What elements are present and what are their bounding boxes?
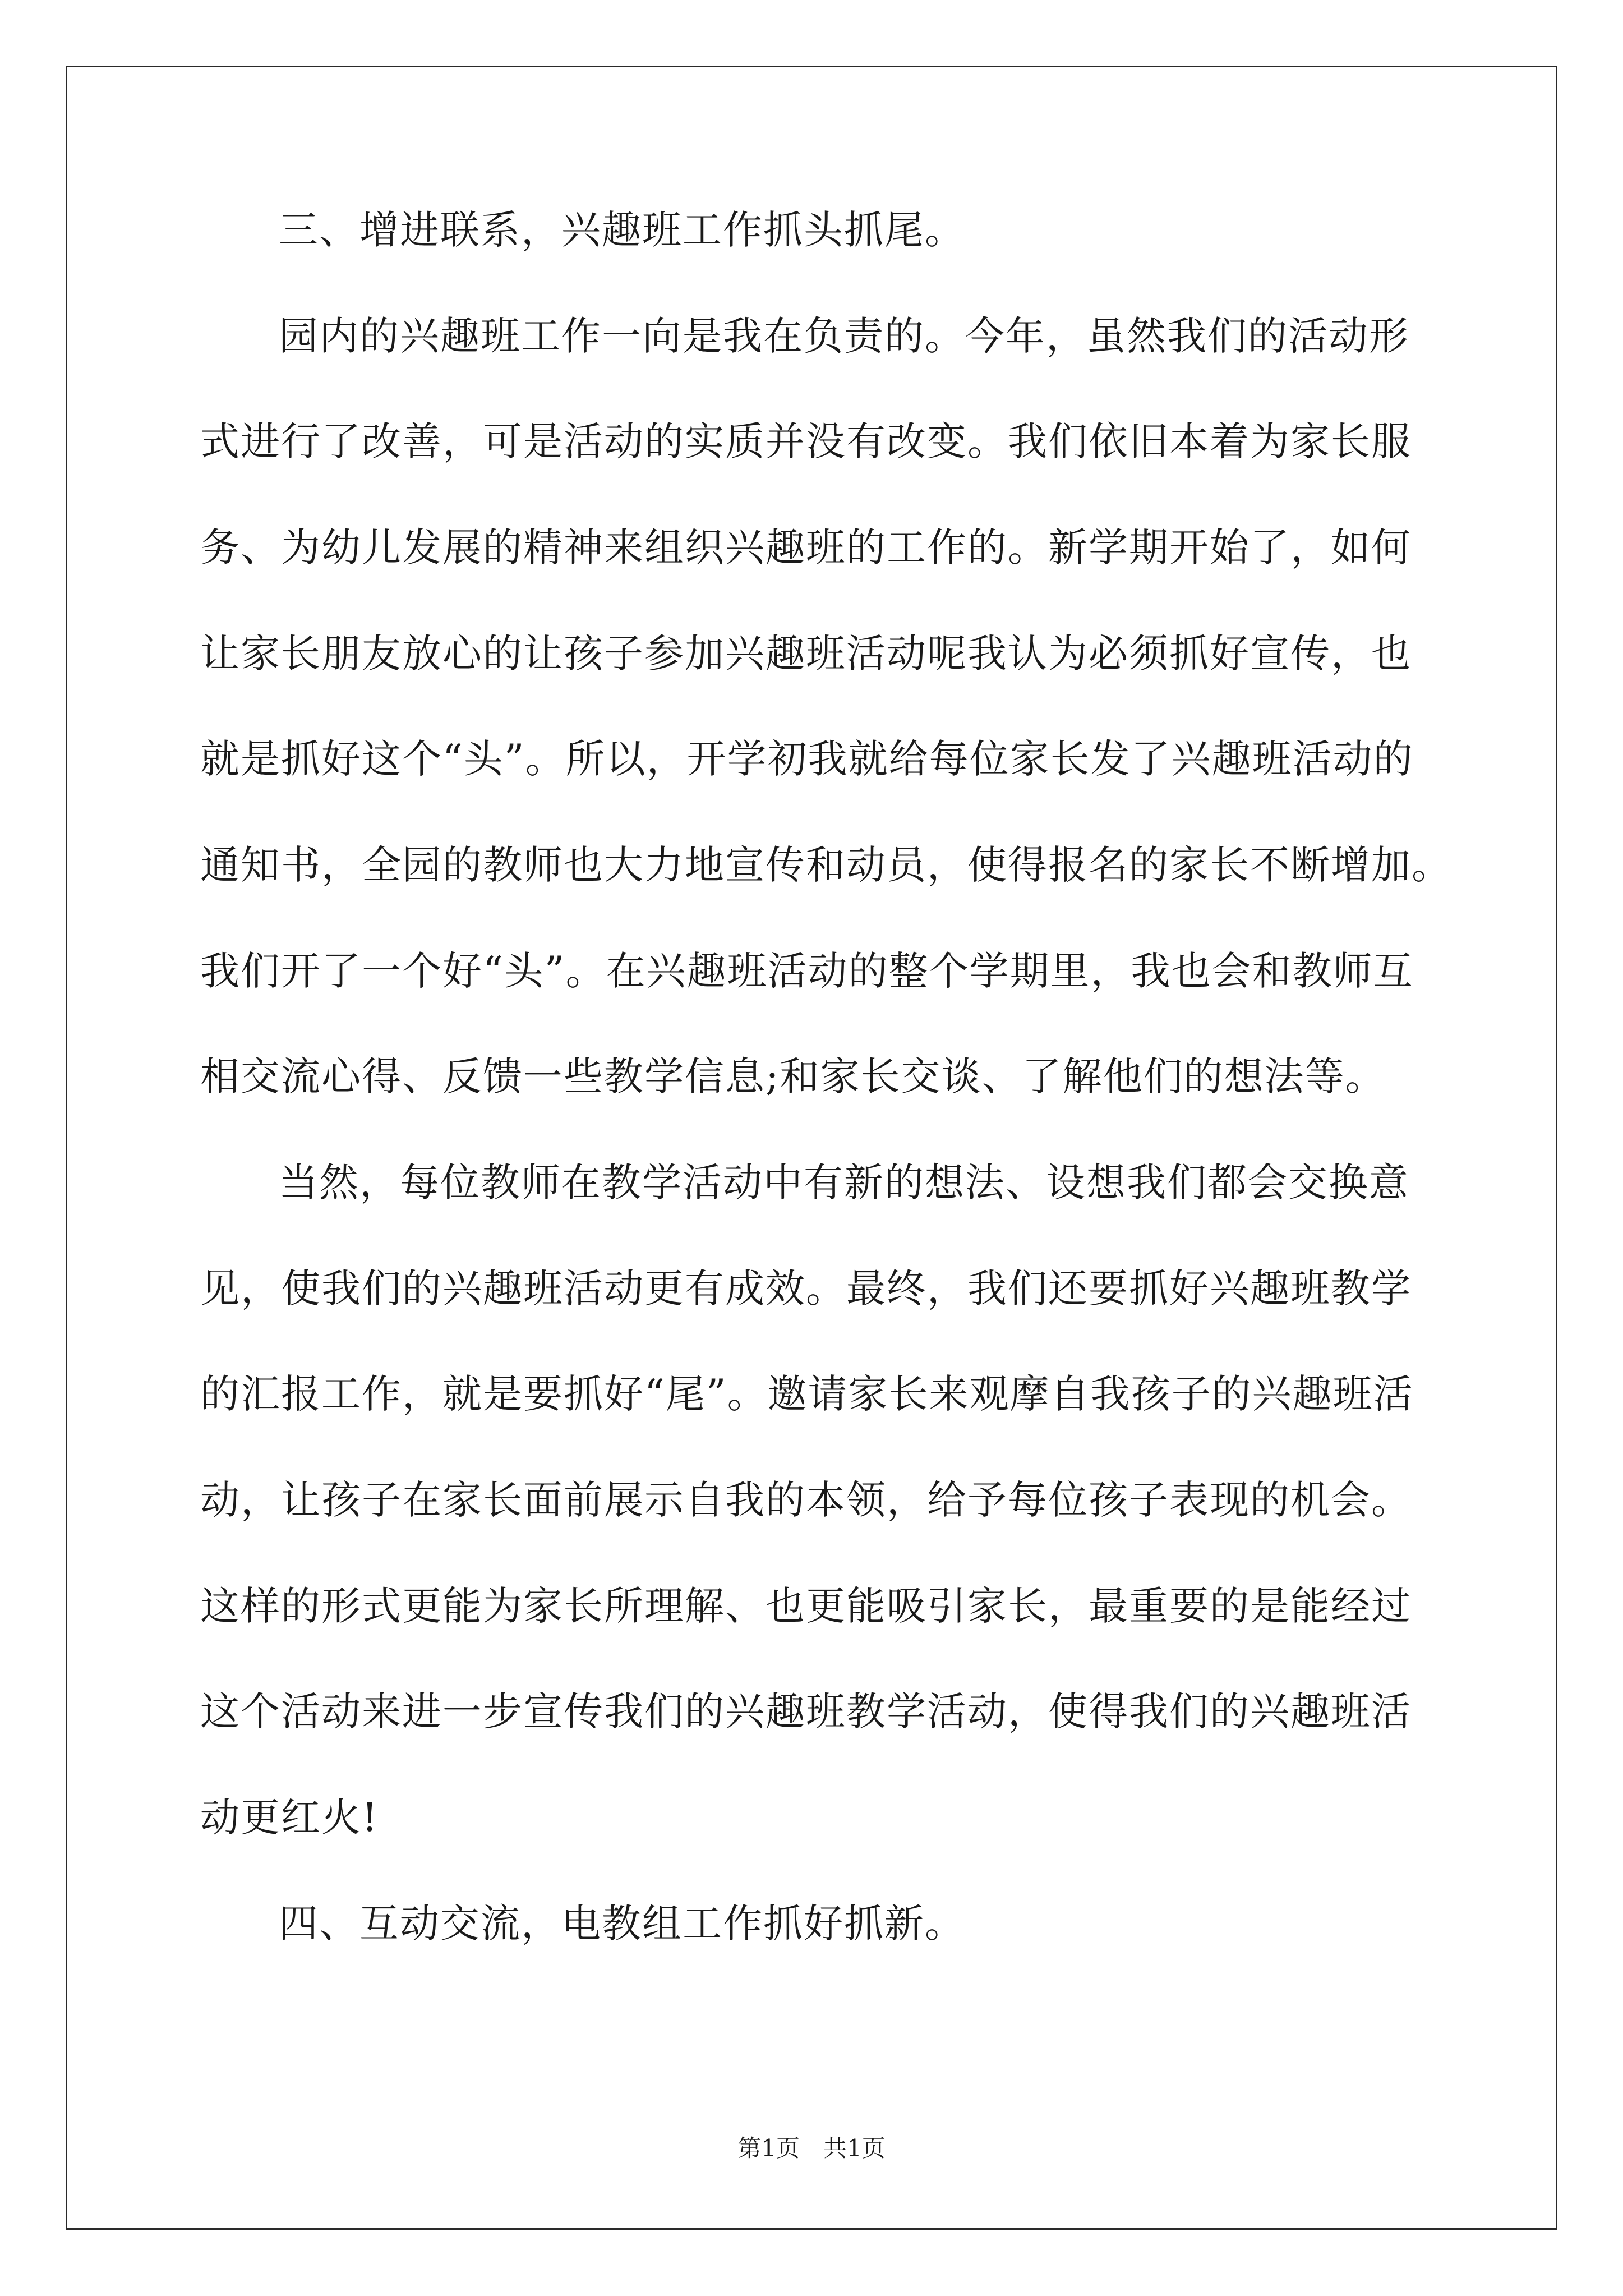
- paragraph-line: 的汇报工作，就是要抓好“尾”。邀请家长来观摩自我孩子的兴趣班活: [200, 1371, 1414, 1417]
- paragraph-line: 通知书，全园的教师也大力地宣传和动员，使得报名的家长不断增加。: [200, 842, 1452, 888]
- paragraph-line: 当然，每位教师在教学活动中有新的想法、设想我们都会交换意: [279, 1159, 1409, 1205]
- paragraph-line: 就是抓好这个“头”。所以，开学初我就给每位家长发了兴趣班活动的: [200, 736, 1414, 782]
- paragraph-line: 动，让孩子在家长面前展示自我的本领，给予每位孩子表现的机会。: [200, 1477, 1412, 1523]
- section-heading-3: 三、增进联系，兴趣班工作抓头抓尾。: [279, 207, 965, 253]
- paragraph-line: 相交流心得、反馈一些教学信息;和家长交谈、了解他们的想法等。: [200, 1053, 1386, 1099]
- paragraph-line: 让家长朋友放心的让孩子参加兴趣班活动呢我认为必须抓好宣传，也: [200, 631, 1412, 677]
- paragraph-line: 见，使我们的兴趣班活动更有成效。最终，我们还要抓好兴趣班教学: [200, 1266, 1412, 1312]
- paragraph-line: 这样的形式更能为家长所理解、也更能吸引家长，最重要的是能经过: [200, 1583, 1412, 1629]
- paragraph-line: 我们开了一个好“头”。在兴趣班活动的整个学期里，我也会和教师互: [200, 948, 1414, 994]
- paragraph-line: 动更红火!: [200, 1795, 379, 1841]
- paragraph-line: 这个活动来进一步宣传我们的兴趣班教学活动，使得我们的兴趣班活: [200, 1688, 1412, 1734]
- paragraph-line: 式进行了改善，可是活动的实质并没有改变。我们依旧本着为家长服: [200, 418, 1412, 464]
- paragraph-line: 务、为幼儿发展的精神来组织兴趣班的工作的。新学期开始了，如何: [200, 524, 1412, 570]
- paragraph-line: 园内的兴趣班工作一向是我在负责的。今年，虽然我们的活动形: [279, 313, 1409, 359]
- section-heading-4: 四、互动交流，电教组工作抓好抓新。: [279, 1901, 965, 1947]
- page-number: 第1页 共1页: [737, 2134, 886, 2162]
